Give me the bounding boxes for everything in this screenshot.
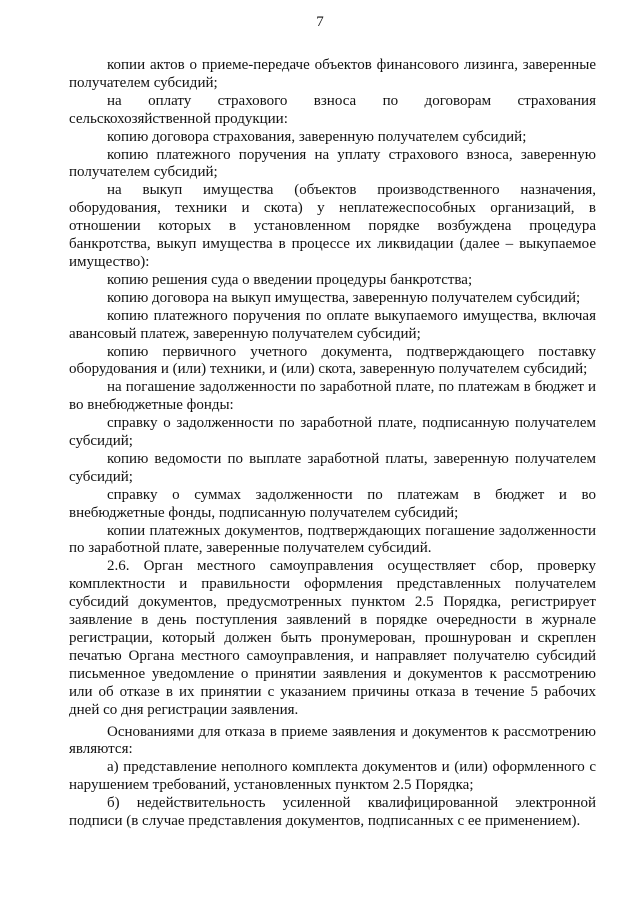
page-number: 7 bbox=[316, 14, 324, 30]
paragraph: копию первичного учетного документа, подтверждающего поставку оборудования и (или) техники, и (или) скота, заверенную получателем субсидий; bbox=[69, 343, 596, 378]
document-body bbox=[69, 57, 596, 831]
paragraph: копию платежного поручения на уплату страхового взноса, заверенную получателем субсидий; bbox=[69, 146, 596, 181]
paragraph: справку о суммах задолженности по платежам в бюджет и во внебюджетные фонды, подписанную получателем субсидий; bbox=[69, 486, 596, 521]
paragraph: копию ведомости по выплате заработной платы, заверенную получателем субсидий; bbox=[69, 450, 596, 485]
paragraph: копию договора страхования, заверенную получателем субсидий; bbox=[107, 128, 527, 145]
paragraph: копию договора на выкуп имущества, заверенную получателем субсидий; bbox=[107, 289, 581, 306]
paragraph: копии платежных документов, подтверждающих погашение задолженности по заработной плате, заверенные получателем субсидий. bbox=[69, 522, 596, 557]
paragraph: копии актов о приеме-передаче объектов финансового лизинга, заверенные получателем субсидий; bbox=[69, 57, 596, 91]
paragraph: справку о задолженности по заработной плате, подписанную получателем субсидий; bbox=[69, 415, 596, 450]
list-item: а) представление неполного комплекта документов и (или) оформленного с нарушением требований, установленных пунктом 2.5 Порядка; bbox=[69, 759, 596, 794]
paragraph: на оплату страхового взноса по договорам страхования сельскохозяйственной продукции: bbox=[69, 92, 596, 127]
paragraph: на погашение задолженности по заработной плате, по платежам в бюджет и во внебюджетные фонды: bbox=[69, 379, 596, 414]
paragraph: Основаниями для отказа в приеме заявления и документов к рассмотрению являются: bbox=[69, 723, 596, 758]
paragraph: копию решения суда о введении процедуры банкротства; bbox=[107, 271, 473, 288]
paragraph: копию платежного поручения по оплате выкупаемого имущества, включая авансовый платеж, заверенную получателем субсидий; bbox=[69, 307, 596, 342]
paragraph: на выкуп имущества (объектов производственного назначения, оборудования, техники и скота) у неплатежеспособных организаций, в отношении которых в установленном порядке возбуждена процедура банкротства, выкуп имущества в процессе их ликвидации (далее – выкупаемое имущество): bbox=[69, 182, 596, 270]
section-2-6-paragraph: 2.6. Орган местного самоуправления осуществляет сбор, проверку комплектности и правильности оформления представленных получателем субсидий документов, предусмотренных пунктом 2.5 Порядка, регистрирует заявление в день поступления заявлений в порядке очередности в журнале регистрации, который должен быть пронумерован, прошнурован и скреплен печатью Органа местного самоуправления, и направляет получателю субсидий письменное уведомление о принятии заявления и документов к рассмотрению или об отказе в их принятии с указанием причины отказа в течение 5 рабочих дней со дня регистрации заявления. bbox=[69, 558, 596, 718]
list-item: б) недействительность усиленной квалифицированной электронной подписи (в случае представления документов, подписанных с ее применением). bbox=[69, 795, 596, 830]
